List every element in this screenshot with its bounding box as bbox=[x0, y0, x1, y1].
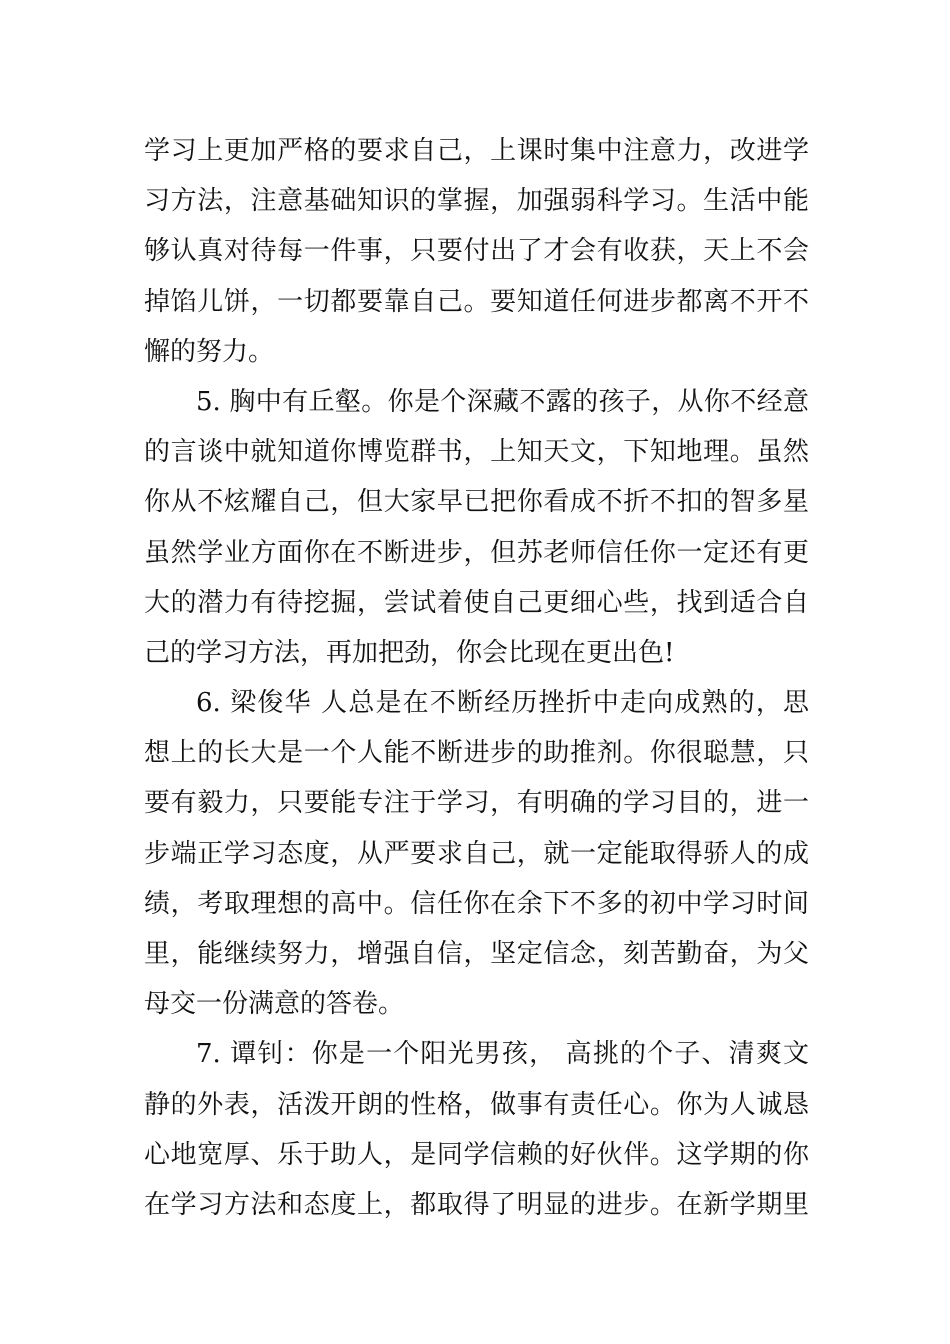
text-line: 在学习方法和态度上，都取得了明显的进步。在新学期里 bbox=[144, 1189, 809, 1220]
text-line: 心地宽厚、乐于助人，是同学信赖的好伙伴。这学期的你 bbox=[144, 1139, 809, 1170]
text-line: 5. 胸中有丘壑。你是个深藏不露的孩子，从你不经意 bbox=[196, 386, 809, 417]
text-line: 7. 谭钊：你是一个阳光男孩， 高挑的个子、清爽文 bbox=[196, 1039, 809, 1070]
text-line: 学习上更加严格的要求自己，上课时集中注意力，改进学 bbox=[144, 136, 809, 166]
text-line: 步端正学习态度，从严要求自己，就一定能取得骄人的成 bbox=[144, 838, 809, 869]
text-line: 的言谈中就知道你博览群书，上知天文，下知地理。虽然 bbox=[144, 437, 809, 468]
text-line: 掉馅儿饼，一切都要靠自己。要知道任何进步都离不开不 bbox=[144, 286, 809, 317]
text-line: 要有毅力，只要能专注于学习，有明确的学习目的，进一 bbox=[144, 788, 809, 819]
text-line: 静的外表，活泼开朗的性格，做事有责任心。你为人诚恳 bbox=[144, 1089, 809, 1120]
text-line: 够认真对待每一件事，只要付出了才会有收获，天上不会 bbox=[144, 236, 809, 267]
text-line: 己的学习方法，再加把劲，你会比现在更出色! bbox=[144, 637, 675, 668]
text-line: 虽然学业方面你在不断进步，但苏老师信任你一定还有更 bbox=[144, 537, 809, 568]
text-line: 里，能继续努力，增强自信，坚定信念，刻苦勤奋，为父 bbox=[144, 939, 809, 969]
text-line: 你从不炫耀自己，但大家早已把你看成不折不扣的智多星 bbox=[144, 487, 809, 518]
text-line: 绩，考取理想的高中。信任你在余下不多的初中学习时间 bbox=[144, 888, 809, 919]
text-line: 习方法，注意基础知识的掌握，加强弱科学习。生活中能 bbox=[144, 186, 809, 217]
text-line: 懈的努力。 bbox=[144, 336, 275, 367]
text-line: 6. 梁俊华 人总是在不断经历挫折中走向成熟的，思 bbox=[196, 688, 809, 719]
text-line: 想上的长大是一个人能不断进步的助推剂。你很聪慧，只 bbox=[144, 738, 809, 769]
text-line: 母交一份满意的答卷。 bbox=[144, 989, 405, 1020]
document-body bbox=[144, 126, 809, 1230]
text-line: 大的潜力有待挖掘，尝试着使自己更细心些，找到适合自 bbox=[144, 587, 809, 618]
